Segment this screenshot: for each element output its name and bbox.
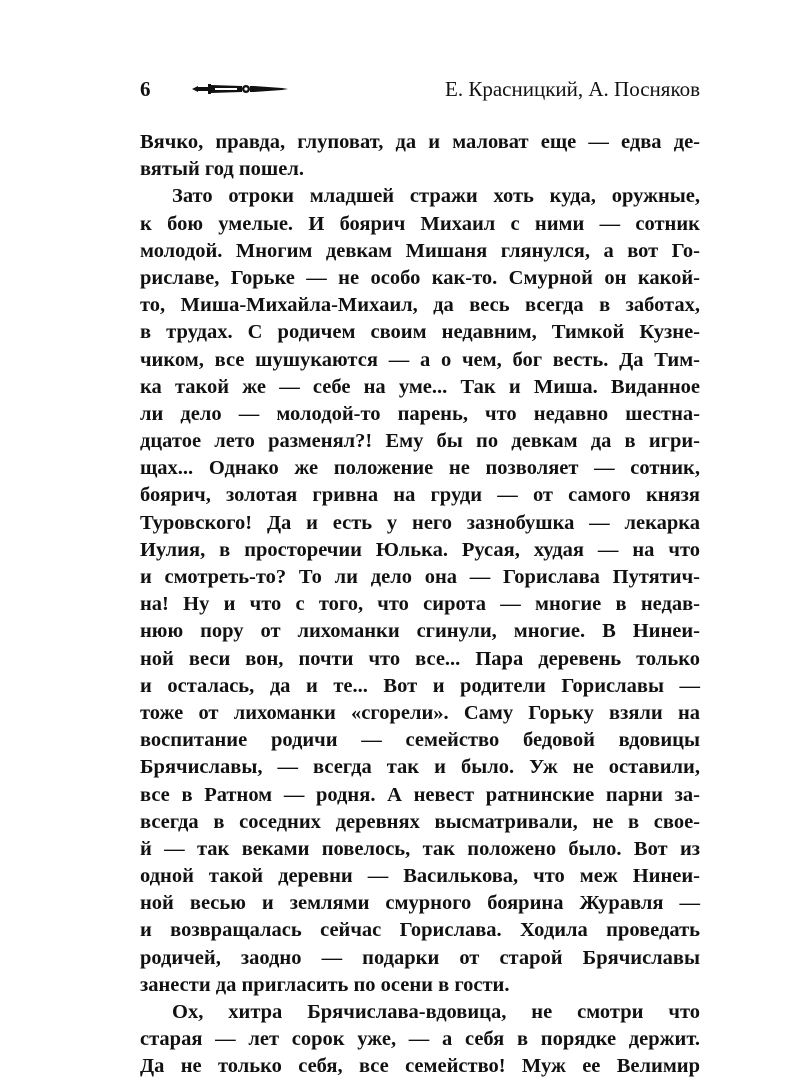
page-number: 6 xyxy=(140,77,151,101)
text-line: вятый год пошел. xyxy=(140,158,304,181)
text-line: в трудах. С родичем своим недавним, Тимкой Кузне- xyxy=(140,321,700,344)
text-line: молодой. Многим девкам Мишаня глянулся, а вот Го- xyxy=(140,239,700,262)
text-line: воспитание родичи — семейство бедовой вдовицы xyxy=(140,729,700,752)
text-line: чиком, все шушукаются — а о чем, бог весть. Да Тим- xyxy=(140,348,700,371)
text-line: нюю пору от лихоманки сгинули, многие. В Нинеи- xyxy=(140,620,700,643)
text-line: одной такой деревни — Василькова, что меж Нинеи- xyxy=(140,865,700,888)
body-text xyxy=(140,129,700,1081)
text-line: ли дело — молодой-то парень, что недавно шестна- xyxy=(140,402,700,425)
text-line: й — так веками повелось, так положено было. Вот из xyxy=(140,837,700,860)
text-line: родичей, заодно — подарки от старой Брячиславы xyxy=(140,946,700,969)
text-line: и осталась, да и те... Вот и родители Гориславы — xyxy=(140,674,700,697)
text-line: Ох, хитра Брячислава-вдовица, не смотри что xyxy=(172,1001,700,1023)
text-line: ной веси вон, почти что все... Пара деревень только xyxy=(140,647,700,670)
text-line: ной весью и землями смурного боярина Журавля — xyxy=(140,892,700,915)
text-line: и возвращалась сейчас Горислава. Ходила проведать xyxy=(140,919,700,942)
running-head: Е. Красницкий, А. Посняков xyxy=(445,77,700,101)
text-line: щах... Однако же положение не позволяет — сотник, xyxy=(140,457,700,480)
text-line: к бою умелые. И боярич Михаил с ними — сотник xyxy=(140,212,700,235)
text-line: Вячко, правда, глуповат, да и маловат еще — едва де- xyxy=(140,131,700,153)
text-line: риславе, Горьке — не особо как-то. Смурной он какой- xyxy=(140,266,700,289)
text-line: то, Миша-Михайла-Михаил, да весь всегда в заботах, xyxy=(140,294,700,317)
text-line: все в Ратном — родня. А невест ратнинские парни за- xyxy=(140,783,700,806)
text-line: всегда в соседних деревнях высматривали, не в свое- xyxy=(140,810,700,833)
text-line: боярич, золотая гривна на груди — от самого князя xyxy=(140,484,700,507)
text-line: Брячиславы, — всегда так и было. Уж не оставили, xyxy=(140,756,700,779)
text-line: Да не только себя, все семейство! Муж ее Велимир xyxy=(140,1055,700,1078)
text-line: старая — лет сорок уже, — а себя в порядке держит. xyxy=(140,1028,700,1051)
text-line: занести да пригласить по осени в гости. xyxy=(140,973,510,996)
text-line: тоже от лихоманки «сгорели». Саму Горьку взяли на xyxy=(140,701,700,724)
text-line: ка такой же — себе на уме... Так и Миша. Виданное xyxy=(140,375,700,398)
page-header xyxy=(140,74,700,104)
text-line: на! Ну и что с того, что сирота — многие в недав- xyxy=(140,593,700,616)
text-line: Туровского! Да и есть у него зазнобушка — лекарка xyxy=(140,511,700,534)
text-line: и смотреть-то? То ли дело она — Горислава Путятич- xyxy=(140,566,700,588)
text-line: дцатое лето разменял?! Ему бы по девкам да в игри- xyxy=(140,430,700,453)
dagger-ornament-icon xyxy=(190,80,290,98)
text-line: Иулия, в просторечии Юлька. Русая, худая — на что xyxy=(140,538,700,561)
text-line: Зато отроки младшей стражи хоть куда, оружные, xyxy=(172,185,700,208)
